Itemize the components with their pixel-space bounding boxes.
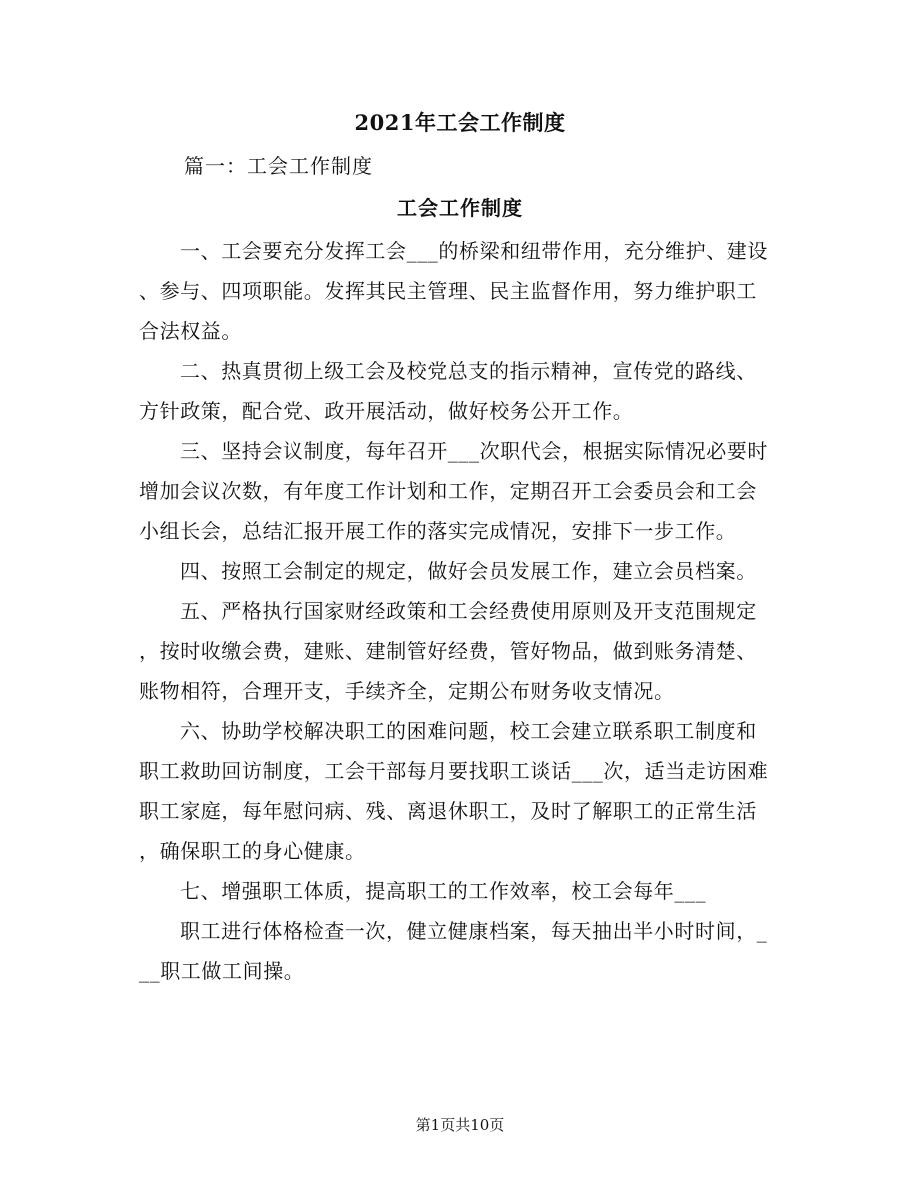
paragraph-line: 合法权益。 bbox=[139, 319, 242, 343]
paragraph-line: 、参与、四项职能。发挥其民主管理、民主监督作用，努力维护职工 bbox=[139, 279, 757, 303]
paragraph-4 bbox=[139, 551, 789, 591]
paragraph-line: 职工救助回访制度，工会干部每月要找职工谈话___次，适当走访困难 bbox=[139, 759, 769, 783]
paragraph-2 bbox=[139, 351, 789, 431]
document-body bbox=[139, 231, 789, 991]
paragraph-7 bbox=[139, 871, 789, 911]
paragraph-line: ，确保职工的身心健康。 bbox=[139, 839, 366, 863]
paragraph-line: 七、增强职工体质，提高职工的工作效率，校工会每年___ bbox=[180, 879, 707, 903]
paragraph-5 bbox=[139, 591, 789, 711]
section-heading: 工会工作制度 bbox=[397, 196, 523, 220]
paragraph-3 bbox=[139, 431, 789, 551]
paragraph-line: 方针政策，配合党、政开展活动，做好校务公开工作。 bbox=[139, 399, 634, 423]
paragraph-line: 职工进行体格检查一次，健立健康档案，每天抽出半小时时间，_ bbox=[180, 919, 768, 943]
document-title: 2021年工会工作制度 bbox=[354, 110, 566, 135]
paragraph-line: 四、按照工会制定的规定，做好会员发展工作，建立会员档案。 bbox=[180, 559, 757, 583]
paragraph-1 bbox=[139, 231, 789, 351]
paragraph-line: 三、坚持会议制度，每年召开___次职代会，根据实际情况必要时 bbox=[180, 439, 768, 463]
paragraph-line: 小组长会，总结汇报开展工作的落实完成情况，安排下一步工作。 bbox=[139, 519, 737, 543]
paragraph-line: 六、协助学校解决职工的困难问题，校工会建立联系职工制度和 bbox=[180, 719, 757, 743]
paragraph-line: ，按时收缴会费，建账、建制管好经费，管好物品，做到账务清楚、 bbox=[139, 639, 757, 663]
paragraph-line: 职工家庭，每年慰问病、残、离退休职工，及时了解职工的正常生活 bbox=[139, 799, 757, 823]
paragraph-line: __职工做工间操。 bbox=[139, 959, 305, 983]
paragraph-line: 五、严格执行国家财经政策和工会经费使用原则及开支范围规定 bbox=[180, 599, 757, 623]
paragraph-line: 增加会议次数，有年度工作计划和工作，定期召开工会委员会和工会 bbox=[139, 479, 757, 503]
page-footer: 第1页共10页 bbox=[415, 1116, 505, 1134]
paragraph-6 bbox=[139, 711, 789, 871]
paragraph-8 bbox=[139, 911, 789, 991]
paragraph-line: 二、热真贯彻上级工会及校党总支的指示精神，宣传党的路线、 bbox=[180, 359, 757, 383]
document-subtitle: 篇一：工会工作制度 bbox=[184, 154, 373, 178]
paragraph-line: 一、工会要充分发挥工会___的桥梁和纽带作用，充分维护、建设 bbox=[180, 239, 768, 263]
paragraph-line: 账物相符，合理开支，手续齐全，定期公布财务收支情况。 bbox=[139, 679, 675, 703]
